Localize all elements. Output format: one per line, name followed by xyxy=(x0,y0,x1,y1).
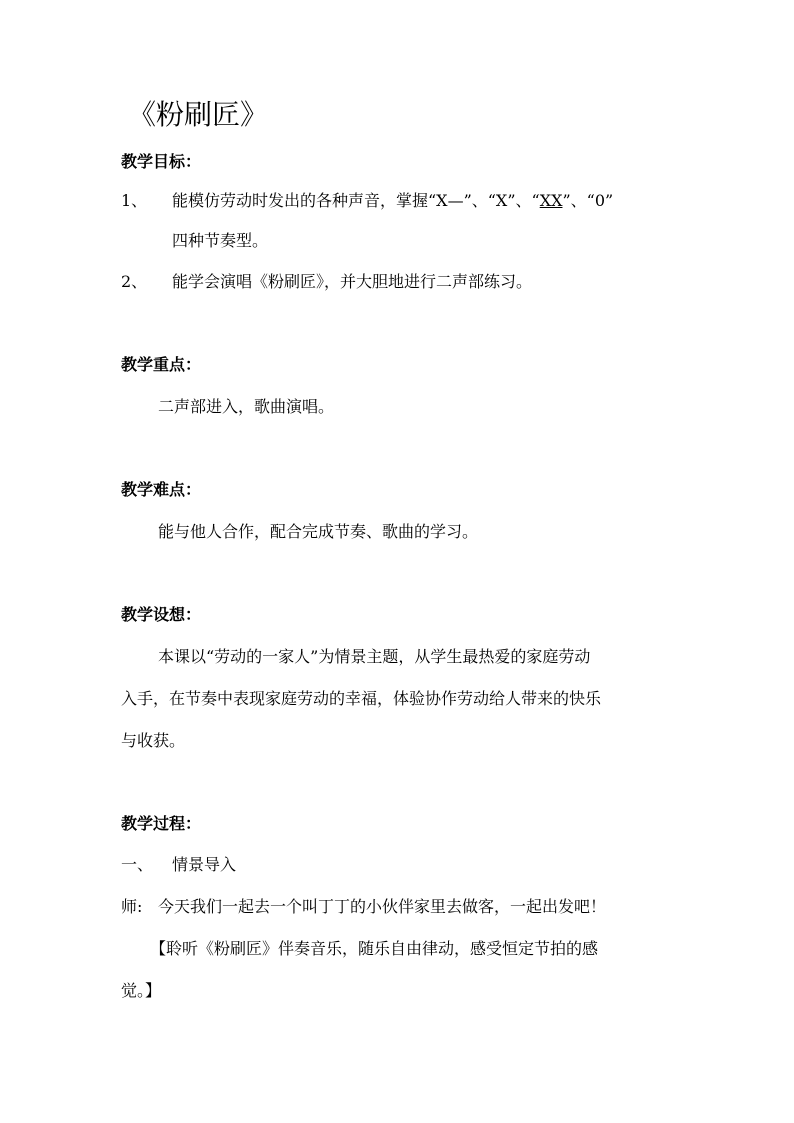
process-heading: 教学过程： xyxy=(121,814,202,833)
objective-1-number: 1、 xyxy=(121,191,148,210)
section-1-title: 情景导入 xyxy=(172,855,237,874)
difficulties-text: 能与他人合作，配合完成节奏、歌曲的学习。 xyxy=(158,522,479,541)
concept-heading: 教学设想： xyxy=(121,605,202,624)
key-points-heading: 教学重点： xyxy=(121,355,202,374)
objective-2-text: 能学会演唱《粉刷匠》，并大胆地进行二声部练习。 xyxy=(172,272,533,291)
objective-1-prefix: 能模仿劳动时发出的各种声音，掌握“X—”、“X”、“ xyxy=(172,191,540,210)
objective-1-text xyxy=(172,193,613,209)
concept-line-2: 入手，在节奏中表现家庭劳动的幸福，体验协作劳动给人带来的快乐 xyxy=(121,689,602,708)
objective-1-continuation: 四种节奏型。 xyxy=(172,231,269,250)
teacher-label: 师: xyxy=(121,897,143,916)
teacher-speech: 今天我们一起去一个叫丁丁的小伙伴家里去做客，一起出发吧！ xyxy=(158,897,607,916)
objective-2-number: 2、 xyxy=(121,272,148,291)
section-1-number: 一、 xyxy=(121,855,154,874)
key-points-text: 二声部进入，歌曲演唱。 xyxy=(158,397,335,416)
concept-line-1: 本课以“劳动的一家人”为情景主题，从学生最热爱的家庭劳动 xyxy=(158,647,591,666)
objective-1-suffix: ”、“0” xyxy=(562,191,614,210)
page-title: 《粉刷匠》 xyxy=(128,98,269,131)
concept-line-3: 与收获。 xyxy=(121,731,186,750)
activity-line-1: 【聆听《粉刷匠》伴奏音乐，随乐自由律动，感受恒定节拍的感 xyxy=(150,939,599,958)
objectives-heading: 教学目标： xyxy=(121,152,202,171)
difficulties-heading: 教学难点： xyxy=(121,480,202,499)
rhythm-xx-underlined: XX xyxy=(539,191,563,210)
activity-line-2: 觉。】 xyxy=(121,981,162,1000)
